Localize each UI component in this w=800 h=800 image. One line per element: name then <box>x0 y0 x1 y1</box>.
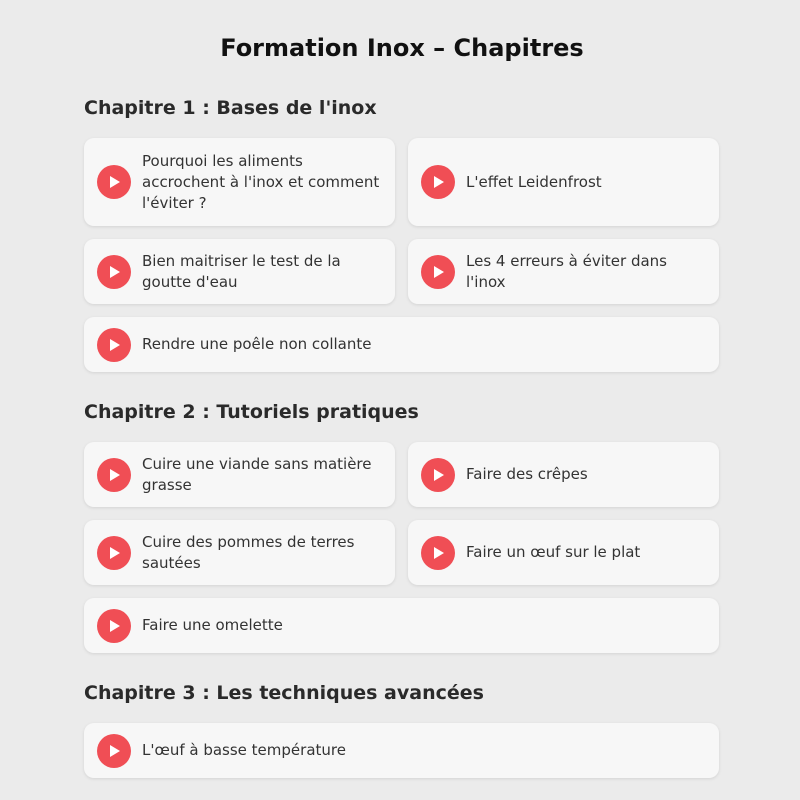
chapter-3-section <box>84 681 720 778</box>
lesson-grid <box>84 442 720 653</box>
lesson-label: Rendre une poêle non collante <box>142 335 372 353</box>
lesson-label: Faire une omelette <box>142 616 283 634</box>
page-title: Formation Inox – Chapitres <box>220 34 584 62</box>
play-icon[interactable] <box>97 255 131 289</box>
lesson-label: Bien maitriser le test de la goutte d'eau <box>142 251 341 291</box>
play-icon[interactable] <box>97 536 131 570</box>
chapter-2-section <box>84 400 720 653</box>
lesson-label: L'effet Leidenfrost <box>466 172 602 191</box>
lesson-label: Cuire une viande sans matière grasse <box>142 454 372 494</box>
lesson-card[interactable] <box>408 239 719 304</box>
lesson-label: Les 4 erreurs à éviter dans l'inox <box>466 251 667 291</box>
lesson-card[interactable] <box>84 598 719 653</box>
lesson-label: L'œuf à basse température <box>142 741 346 759</box>
lesson-card[interactable] <box>408 520 719 585</box>
play-icon[interactable] <box>97 165 131 199</box>
lesson-card[interactable] <box>84 442 395 507</box>
play-icon[interactable] <box>97 734 131 768</box>
chapter-title: Chapitre 3 : Les techniques avancées <box>84 682 484 704</box>
lesson-card[interactable] <box>84 138 395 226</box>
lesson-grid <box>84 723 720 778</box>
lesson-card[interactable] <box>408 138 719 226</box>
play-icon[interactable] <box>97 328 131 362</box>
play-icon[interactable] <box>421 165 455 199</box>
chapter-1-section <box>84 96 720 372</box>
lesson-card[interactable] <box>84 520 395 585</box>
play-icon[interactable] <box>97 458 131 492</box>
chapter-title: Chapitre 1 : Bases de l'inox <box>84 97 377 119</box>
lesson-grid <box>84 138 720 372</box>
lesson-card[interactable] <box>84 317 719 372</box>
play-icon[interactable] <box>97 609 131 643</box>
play-icon[interactable] <box>421 536 455 570</box>
lesson-card[interactable] <box>84 239 395 304</box>
lesson-label: Pourquoi les aliments accrochent à l'inox et comment l'éviter ? <box>142 151 380 212</box>
lesson-card[interactable] <box>408 442 719 507</box>
lesson-label: Faire des crêpes <box>466 465 588 483</box>
play-icon[interactable] <box>421 255 455 289</box>
lesson-label: Faire un œuf sur le plat <box>466 543 641 561</box>
play-icon[interactable] <box>421 458 455 492</box>
lesson-label: Cuire des pommes de terres sautées <box>142 532 355 572</box>
lesson-card[interactable] <box>84 723 719 778</box>
chapter-title: Chapitre 2 : Tutoriels pratiques <box>84 401 419 423</box>
